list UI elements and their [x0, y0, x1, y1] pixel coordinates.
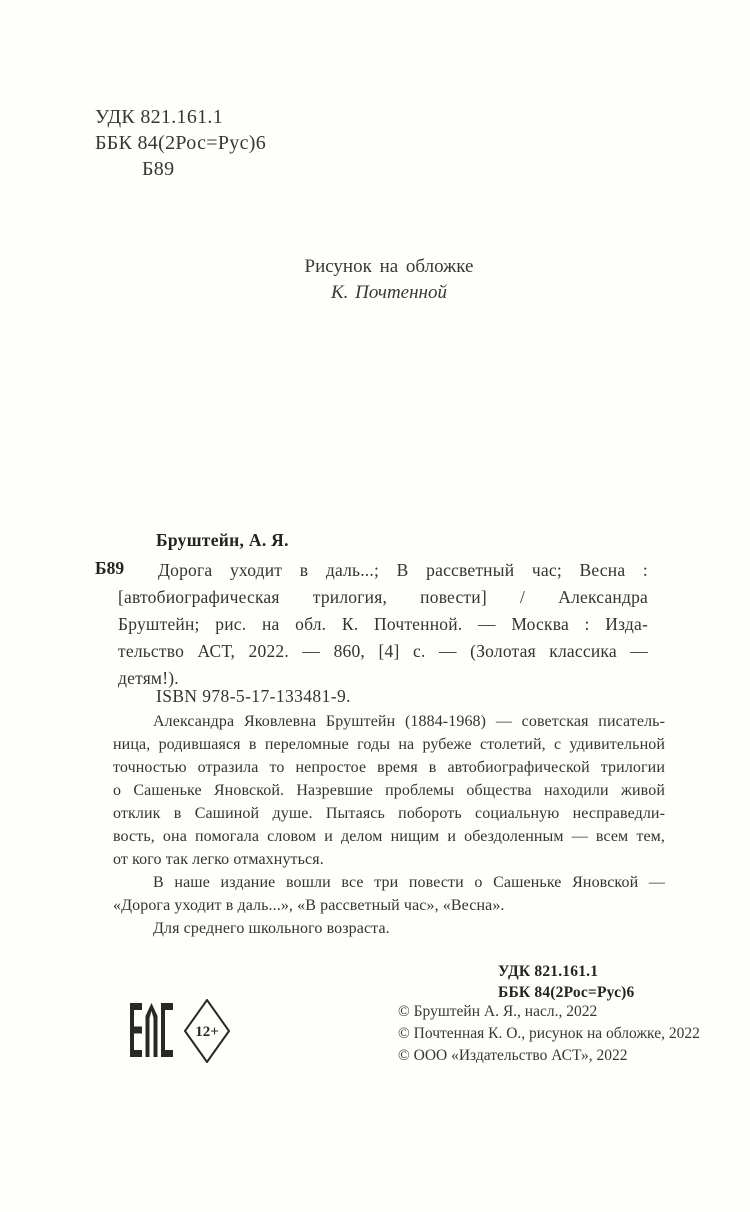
- card-author-sign: Б89: [95, 558, 125, 578]
- annotation-line: отклик в Сашиной душе. Пытаясь побороть социальную несправедли-: [113, 805, 665, 822]
- udk-code: УДК 821.161.1: [95, 106, 224, 128]
- author-sign: Б89: [142, 158, 175, 180]
- eac-mark-icon: [130, 1003, 173, 1057]
- card-description-line: детям!).: [118, 668, 179, 688]
- card-description-line: тельство АСТ, 2022. — 860, [4] с. — (Золотая классика —: [118, 641, 648, 661]
- age-rating-badge: [184, 999, 230, 1063]
- annotation-line: В наше издание вошли все три повести о Сашеньке Яновской —: [153, 874, 665, 891]
- bottom-catalog-codes: [498, 961, 635, 1003]
- annotation-line: вость, она помогала словом и делом нищим и обездоленным — всем тем,: [113, 828, 665, 845]
- copyright-line: © Почтенная К. О., рисунок на обложке, 2022: [398, 1025, 700, 1042]
- annotation-line: Александра Яковлевна Бруштейн (1884-1968) — советская писатель-: [153, 713, 665, 730]
- top-catalog-codes: [95, 104, 266, 182]
- annotation-line: «Дорога уходит в даль...», «В рассветный час», «Весна».: [113, 897, 505, 914]
- isbn: ISBN 978-5-17-133481-9.: [156, 686, 351, 706]
- copyright-line: © ООО «Издательство АСТ», 2022: [398, 1047, 628, 1064]
- copyright-line: © Бруштейн А. Я., насл., 2022: [398, 1003, 598, 1020]
- card-description: [118, 557, 648, 692]
- annotation-line: ница, родившаяся в переломные годы на рубеже столетий, с удивительной: [113, 736, 665, 753]
- annotation-line: о Сашеньке Яновской. Назревшие проблемы общества находили живой: [113, 782, 665, 799]
- age-rating-label: 12+: [195, 1024, 219, 1040]
- cover-artist-name: К. Почтенной: [331, 282, 447, 303]
- card-author-heading: Бруштейн, А. Я.: [156, 530, 289, 550]
- card-description-line: Бруштейн; рис. на обл. К. Почтенной. — Москва : Изда-: [118, 614, 648, 634]
- annotation-line: точностью отразила то непростое время в автобиографической трилогии: [113, 759, 665, 776]
- card-description-line: Дорога уходит в даль...; В рассветный час; Весна :: [158, 560, 648, 580]
- card-description-line: [автобиографическая трилогия, повести] / Александра: [118, 587, 648, 607]
- annotation-audience-line: Для среднего школьного возраста.: [153, 920, 390, 937]
- cover-credit: [113, 254, 665, 306]
- cover-credit-caption: Рисунок на обложке: [304, 256, 474, 277]
- bbk-code: ББК 84(2Рос=Рус)6: [95, 132, 267, 154]
- udk-code: УДК 821.161.1: [498, 963, 599, 980]
- annotation-line: от кого так легко отмахнуться.: [113, 851, 324, 868]
- bbk-code: ББК 84(2Рос=Рус)6: [498, 984, 635, 1001]
- copyright-block: [398, 1001, 700, 1067]
- annotation: [113, 710, 665, 940]
